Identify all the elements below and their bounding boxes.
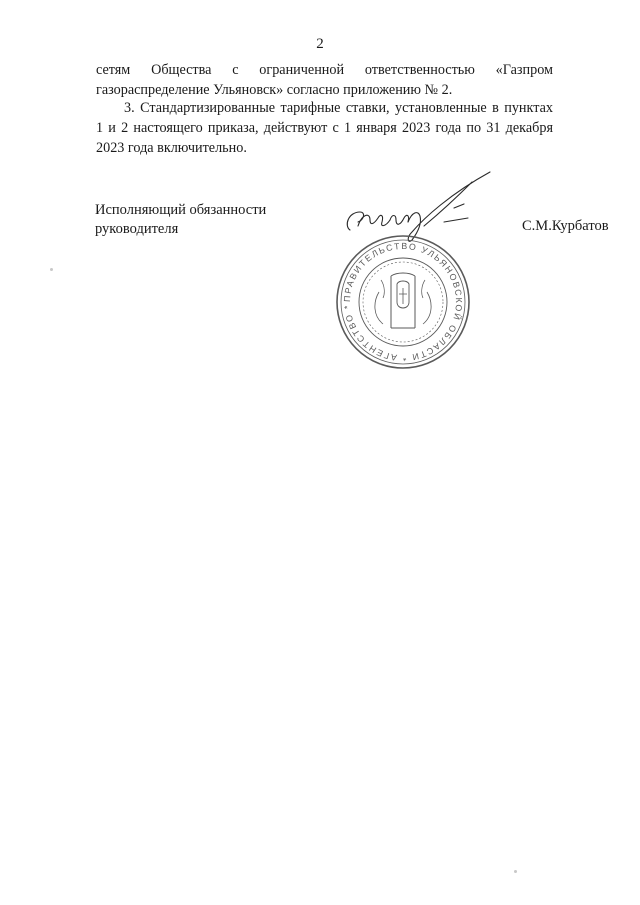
scan-dust-mark	[514, 870, 517, 873]
signer-position-line: Исполняющий обязанности	[95, 202, 267, 218]
paragraph-item-3	[96, 98, 553, 158]
page-number: 2	[316, 36, 324, 52]
signer-position	[95, 201, 266, 239]
text-line: газораспределение Ульяновск» согласно приложению № 2.	[96, 82, 453, 98]
text-line: сетям Общества с ограниченной ответственностью «Газпром	[96, 62, 553, 78]
text-line: 1 и 2 настоящего приказа, действуют с 1 января 2023 года по 31 декабря	[96, 120, 553, 136]
signer-position-line: руководителя	[95, 221, 179, 237]
signer-name: С.М.Курбатов	[522, 218, 609, 234]
text-line: 2023 года включительно.	[96, 140, 247, 156]
scan-dust-mark	[50, 268, 53, 271]
official-seal-stamp	[333, 232, 473, 372]
text-line: 3. Стандартизированные тарифные ставки, установленные в пунктах	[124, 100, 553, 116]
paragraph-continuation	[96, 60, 553, 100]
seal-ring-text: ПРАВИТЕЛЬСТВО УЛЬЯНОВСКОЙ ОБЛАСТИ * АГЕНТСТВО *	[341, 240, 465, 364]
